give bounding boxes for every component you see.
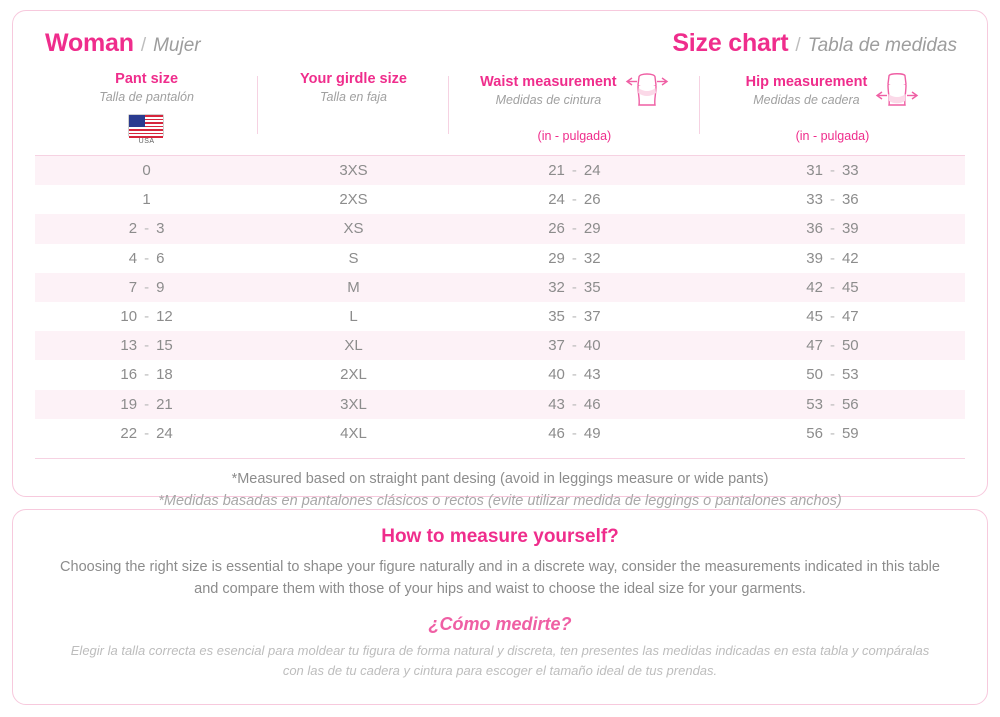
cell-girdle-size: 3XL — [340, 395, 367, 413]
column-unit: (in - pulgada) — [795, 129, 870, 143]
how-to-measure-body: Choosing the right size is essential to shape your figure naturally and in a discrete way, consider the measurements indicated in this table and compare them with those of your hips and waist to choose the ideal size for your garments. — [60, 559, 940, 597]
how-to-measure-card — [12, 509, 988, 705]
cell-hip-measurement: 33 - 36 — [806, 191, 859, 209]
column-title: Hip measurement — [745, 74, 868, 90]
table-row — [35, 156, 965, 185]
chart-title: Size chart — [672, 29, 789, 57]
column-title: Your girdle size — [300, 71, 407, 87]
column-header-girdle-size — [258, 70, 449, 145]
table-footnotes — [35, 458, 965, 512]
header-left-slash: / — [140, 35, 147, 56]
cell-girdle-size: 2XS — [339, 191, 368, 209]
column-subtitle: Medidas de cintura — [495, 93, 602, 107]
cell-girdle-size: XL — [344, 337, 363, 355]
table-row — [35, 273, 965, 302]
page-title: Woman — [45, 29, 134, 57]
waist-measure-icon — [625, 70, 669, 112]
cell-hip-measurement: 47 - 50 — [806, 337, 859, 355]
table-row — [35, 185, 965, 214]
column-title: Pant size — [115, 71, 179, 87]
flag-label: USA — [138, 138, 155, 145]
cell-girdle-size: 4XL — [340, 424, 367, 442]
size-table — [35, 155, 965, 448]
column-unit: (in - pulgada) — [537, 129, 612, 143]
cell-girdle-size: S — [348, 249, 359, 267]
cell-pant-size: 10 - 12 — [120, 308, 173, 326]
column-header-waist-measurement — [449, 70, 700, 145]
how-to-measure-title-es: ¿Cómo medirte? — [428, 614, 572, 634]
table-row — [35, 360, 965, 389]
cell-waist-measurement: 43 - 46 — [548, 395, 601, 413]
cell-girdle-size: 3XS — [339, 162, 368, 180]
column-subtitle: Talla de pantalón — [99, 90, 194, 104]
hip-measure-icon — [875, 70, 919, 112]
page-title-es: Mujer — [153, 35, 201, 56]
cell-waist-measurement: 21 - 24 — [548, 162, 601, 180]
cell-waist-measurement: 35 - 37 — [548, 308, 601, 326]
usa-flag-graphic — [128, 114, 164, 137]
usa-flag-icon — [128, 114, 166, 145]
cell-pant-size: 7 - 9 — [128, 278, 165, 296]
column-header-hip-measurement — [700, 70, 965, 145]
cell-pant-size: 2 - 3 — [128, 220, 165, 238]
cell-pant-size: 19 - 21 — [120, 395, 173, 413]
cell-hip-measurement: 36 - 39 — [806, 220, 859, 238]
how-to-measure-title: How to measure yourself? — [381, 526, 619, 547]
header-right — [672, 29, 957, 58]
table-row — [35, 331, 965, 360]
cell-pant-size: 0 — [142, 162, 151, 180]
header-right-slash: / — [795, 35, 801, 56]
cell-waist-measurement: 26 - 29 — [548, 220, 601, 238]
cell-hip-measurement: 31 - 33 — [806, 162, 859, 180]
cell-waist-measurement: 40 - 43 — [548, 366, 601, 384]
cell-pant-size: 16 - 18 — [120, 366, 173, 384]
column-header-pant-size — [35, 70, 258, 145]
cell-waist-measurement: 46 - 49 — [548, 424, 601, 442]
cell-girdle-size: 2XL — [340, 366, 367, 384]
cell-hip-measurement: 39 - 42 — [806, 249, 859, 267]
footnote-es: *Medidas basadas en pantalones clásicos o rectos (evite utilizar medida de leggings o pantalones anchos) — [158, 492, 842, 509]
size-chart-card — [12, 10, 988, 509]
table-column-headers — [35, 70, 965, 149]
cell-waist-measurement: 24 - 26 — [548, 191, 601, 209]
cell-waist-measurement: 37 - 40 — [548, 337, 601, 355]
cell-hip-measurement: 42 - 45 — [806, 278, 859, 296]
cell-pant-size: 13 - 15 — [120, 337, 173, 355]
cell-hip-measurement: 53 - 56 — [806, 395, 859, 413]
column-title: Waist measurement — [480, 74, 617, 90]
cell-girdle-size: L — [349, 308, 358, 326]
column-subtitle: Medidas de cadera — [753, 93, 860, 107]
cell-girdle-size: XS — [343, 220, 364, 238]
cell-waist-measurement: 29 - 32 — [548, 249, 601, 267]
table-row — [35, 390, 965, 419]
cell-pant-size: 1 — [142, 191, 151, 209]
cell-pant-size: 4 - 6 — [128, 249, 165, 267]
header-left — [45, 29, 201, 58]
cell-hip-measurement: 45 - 47 — [806, 308, 859, 326]
chart-header — [35, 29, 965, 60]
cell-waist-measurement: 32 - 35 — [548, 278, 601, 296]
cell-hip-measurement: 56 - 59 — [806, 424, 859, 442]
column-subtitle: Talla en faja — [320, 90, 387, 104]
table-row — [35, 302, 965, 331]
cell-hip-measurement: 50 - 53 — [806, 366, 859, 384]
table-row — [35, 214, 965, 243]
cell-girdle-size: M — [347, 278, 360, 296]
how-to-measure-body-es: Elegir la talla correcta es esencial para moldear tu figura de forma natural y discreta, ten presentes las medidas indicadas en esta tabla y compáralas con las de tu cadera y cintura para escoger el tamaño ideal de tus prendas. — [70, 643, 930, 678]
table-row — [35, 419, 965, 448]
chart-title-es: Tabla de medidas — [807, 35, 957, 56]
table-row — [35, 244, 965, 273]
footnote-en: *Measured based on straight pant desing (avoid in leggings measure or wide pants) — [231, 470, 769, 487]
cell-pant-size: 22 - 24 — [120, 424, 173, 442]
